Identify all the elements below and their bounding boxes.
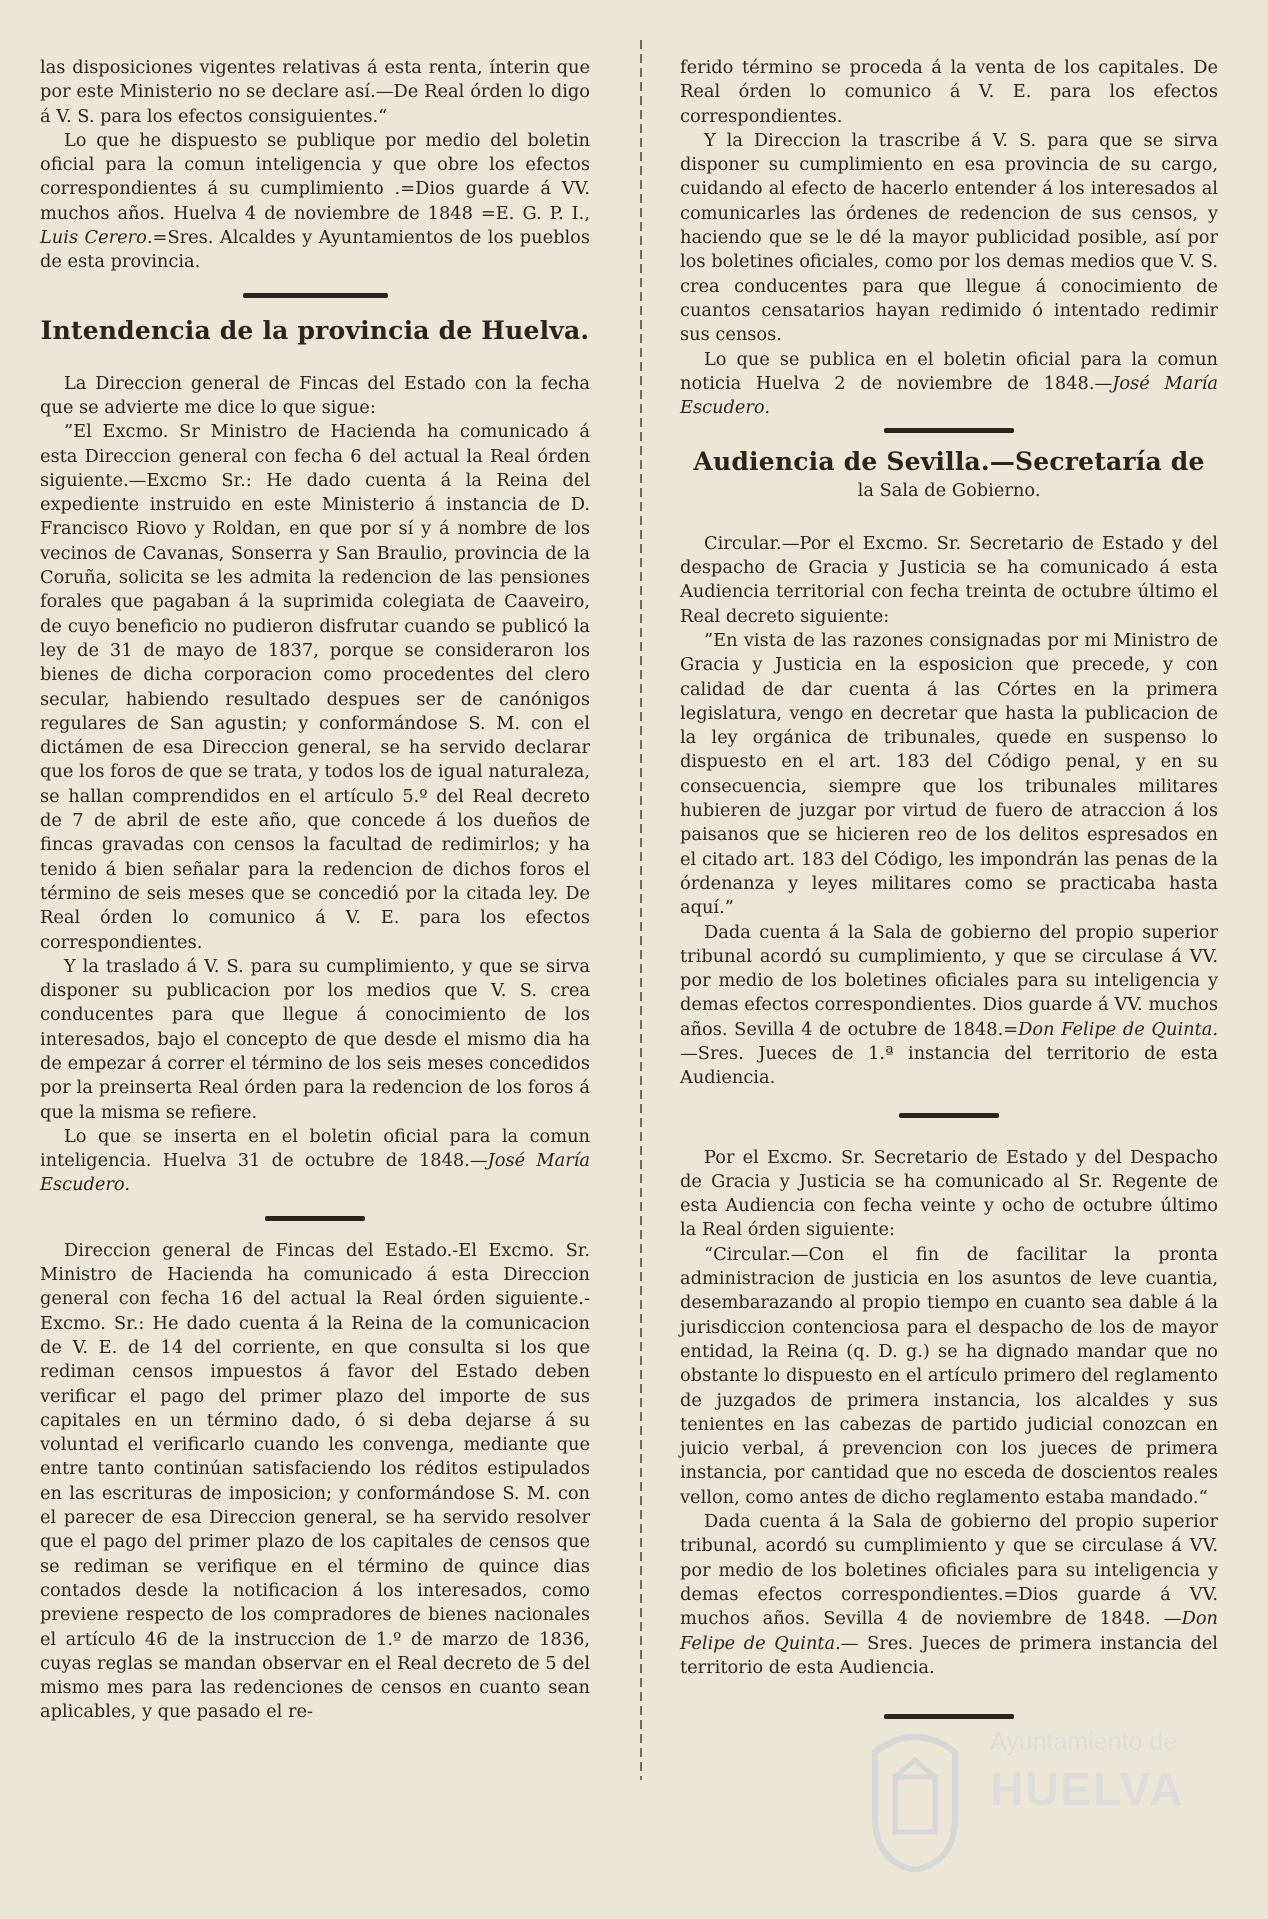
section-separator <box>884 1714 1014 1719</box>
signer-name: José María Escudero. <box>680 372 1218 419</box>
signer-name: José María Escudero. <box>40 1150 591 1196</box>
paragraph: Direccion general de Fincas del Estado.-El Excmo. Sr. Ministro de Hacienda ha comunicado á esta Direccion general con fecha 16 del actual la Real órden siguiente.-Excmo. Sr.: He dado cuenta á la Reina de la comunicacion de V. E. de 14 del corriente, en que consulta si los que rediman censos impuestos á favor del Estado deben verificar el pago del primer plazo del importe de sus capitales en un término dado, ó si deba dejarse á su voluntad el verificarlo cuando les convenga, mediante que entre tanto continúan satisfaciendo los réditos estipulados en las escrituras de imposicion; y conformándose S. M. con el parecer de esa Direccion general, se ha servido resolver que el pago del primer plazo de los capitales de censos que se rediman se verifique en el término de quince dias contados desde la notificacion á los interesados, como previene respecto de los compradores de bienes nacionales el artículo 46 de la instruccion de 1.º de marzo de 1836, cuyas reglas se mandan observar en el Real decreto de 5 del mismo mes para las redenciones de censos en cuanto sean aplicables, y que pasado el re- <box>40 1239 590 1723</box>
paragraph: ”En vista de las razones consignadas por mi Ministro de Gracia y Justicia en la esposicion que precede, y con calidad de dar cuenta á las Córtes en la primera legislatura, vengo en decretar que hasta la publicacion de la ley orgánica de tribunales, quede en suspenso lo dispuesto en el art. 183 del Código penal, y en su consecuencia, siempre que los tribunales militares hubieren de juzgar por virtud de fuero de atraccion á los paisanos que se hicieren reo de los delitos espresados en el citado art. 183 del Código, les impondrán las penas de la órdenanza y leyes militares como se practicaba hasta aquí.” <box>680 629 1218 919</box>
signer-name: Luis Cerero <box>40 227 147 249</box>
right-column <box>680 56 1218 1719</box>
watermark-line-1: Ayuntamiento de <box>990 1728 1178 1756</box>
section-separator <box>884 428 1014 433</box>
section-separator <box>243 293 388 298</box>
paragraph: Dada cuenta á la Sala de gobierno del propio superior tribunal acordó su cumplimiento, y que se circulase á VV. por medio de los boletines oficiales para su inteligencia y demas efectos correspondientes. Dios guarde á VV. muchos años. Sevilla 4 de octubre de 1848.=Don Felipe de Quinta.—Sres. Jueces de 1.ª instancia del territorio de esta Audiencia. <box>680 921 1218 1089</box>
archive-watermark <box>860 1722 1240 1872</box>
paragraph: las disposiciones vigentes relativas á esta renta, ínterin que por este Ministerio no se declare así.—De Real órden lo digo á V. S. para los efectos consiguientes.“ <box>40 57 590 127</box>
paragraph: “Circular.—Con el fin de facilitar la pronta administracion de justicia en los asuntos de leve cuantia, desembarazando al propio tiempo en cuanto sea dable á la jurisdiccion contenciosa para el despacho de los de mayor entidad, la Reina (q. D. g.) se ha dignado mandar que no obstante lo dispuesto en el artículo primero del reglamento de juzgados de primera instancia, los alcaldes y sus tenientes en las cabezas de partido judicial conozcan en juicio verbal, á prevencion con los jueces de primera instancia, por cantidad que no esceda de doscientos reales vellon, como antes de dicho reglamento estaba mandado.“ <box>680 1243 1218 1508</box>
paragraph: Por el Excmo. Sr. Secretario de Estado y del Despacho de Gracia y Justicia se ha comunicado al Sr. Regente de esta Audiencia con fecha veinte y ocho de octubre último la Real órden siguiente: <box>680 1146 1218 1241</box>
section-heading: Audiencia de Sevilla.—Secretaría de <box>693 447 1205 477</box>
section-separator <box>265 1216 365 1221</box>
paragraph: Lo que se publica en el boletin oficial para la comun noticia Huelva 2 de noviembre de 1848.—José María Escudero. <box>680 348 1218 419</box>
paragraph: ferido término se proceda á la venta de los capitales. De Real órden lo comunico á V. E. para los efectos correspondientes. <box>680 57 1218 127</box>
paragraph: Lo que se inserta en el boletin oficial para la comun inteligencia. Huelva 31 de octubre de 1848.—José María Escudero. <box>40 1125 591 1196</box>
paragraph: Dada cuenta á la Sala de gobierno del propio superior tribunal, acordó su cumplimiento y que se circulase á VV. por medio de los boletines oficiales para su inteligencia y demas efectos correspondientes.=Dios guarde á VV. muchos años. Sevilla 4 de noviembre de 1848. —Don Felipe de Quinta.— Sres. Jueces de primera instancia del territorio de esta Audiencia. <box>680 1511 1218 1678</box>
coat-of-arms-icon <box>860 1722 970 1872</box>
paragraph: La Direccion general de Fincas del Estado con la fecha que se advierte me dice lo que sigue: <box>40 372 590 418</box>
section-subheading: la Sala de Gobierno. <box>857 480 1041 502</box>
column-divider <box>640 40 642 1780</box>
left-column <box>40 56 590 1725</box>
watermark-line-2: HUELVA <box>990 1763 1185 1815</box>
section-separator <box>899 1113 999 1118</box>
section-heading: Intendencia de la provincia de Huelva. <box>40 315 590 345</box>
paragraph: Y la Direccion la trascribe á V. S. para que se sirva disponer su cumplimiento en esa provincia de su cargo, cuidando al efecto de hacerlo entender á los interesados al comunicarles las órdenes de redencion de sus censos, y haciendo que se le dé la mayor publicidad posible, así por los boletines oficiales, como por los demas medios que V. S. crea conducentes para que llegue á conocimiento de cuantos censatarios hayan redimido ó intentado redimir sus censos. <box>680 129 1218 346</box>
paragraph: Y la traslado á V. S. para su cumplimiento, y que se sirva disponer su publicacion por los medios que V. S. crea conducentes para que llegue á conocimiento de los interesados, bajo el concepto de que desde el mismo dia ha de empezar á correr el término de los seis meses concedidos por la preinserta Real órden para la redencion de los foros á que la misma se refiere. <box>40 955 590 1123</box>
paragraph: Lo que he dispuesto se publique por medio del boletin oficial para la comun inteligencia y que obre los efectos correspondientes á su cumplimiento .=Dios guarde á VV. muchos años. Huelva 4 de noviembre de 1848 =E. G. P. I., Luis Cerero.=Sres. Alcaldes y Ayuntamientos de los pueblos de esta provincia. <box>40 129 590 273</box>
paragraph: ”El Excmo. Sr Ministro de Hacienda ha comunicado á esta Direccion general con fecha 6 del actual la Real órden siguiente.—Excmo Sr.: He dado cuenta á la Reina del expediente instruido en este Ministerio á instancia de D. Francisco Riovo y Roldan, en que por sí y á nombre de los vecinos de Cavanas, Sonserra y San Braulio, provincia de la Coruña, solicita se les admita la redencion de las pensiones forales que pagaban á la suprimida colegiata de Caaveiro, de cuyo beneficio no pudieron disfrutar cuando se publicó la ley de 31 de mayo de 1837, porque se consideraron los bienes de dicha corporacion como procedentes del clero secular, habiendo resultado despues ser de canónigos regulares de San agustin; y conformándose S. M. con el dictámen de esa Direccion general, se ha servido declarar que los foros de que se trata, y todos los de igual naturaleza, se hallan comprendidos en el artículo 5.º del Real decreto de 7 de abril de este año, que concede á los dueños de fincas gravadas con censos la facultad de redimirlos; y ha tenido á bien señalar para la redencion de dichos foros el término de seis meses que se concedió por la citada ley. De Real órden lo comunico á V. E. para los efectos correspondientes. <box>40 421 590 953</box>
paragraph: Circular.—Por el Excmo. Sr. Secretario de Estado y del despacho de Gracia y Justicia se ha comunicado á esta Audiencia territorial con fecha treinta de octubre último el Real decreto siguiente: <box>680 532 1218 627</box>
signer-name: Don Felipe de Quinta. <box>680 1608 1218 1654</box>
signer-name: Don Felipe de Quinta. <box>1018 1018 1218 1040</box>
